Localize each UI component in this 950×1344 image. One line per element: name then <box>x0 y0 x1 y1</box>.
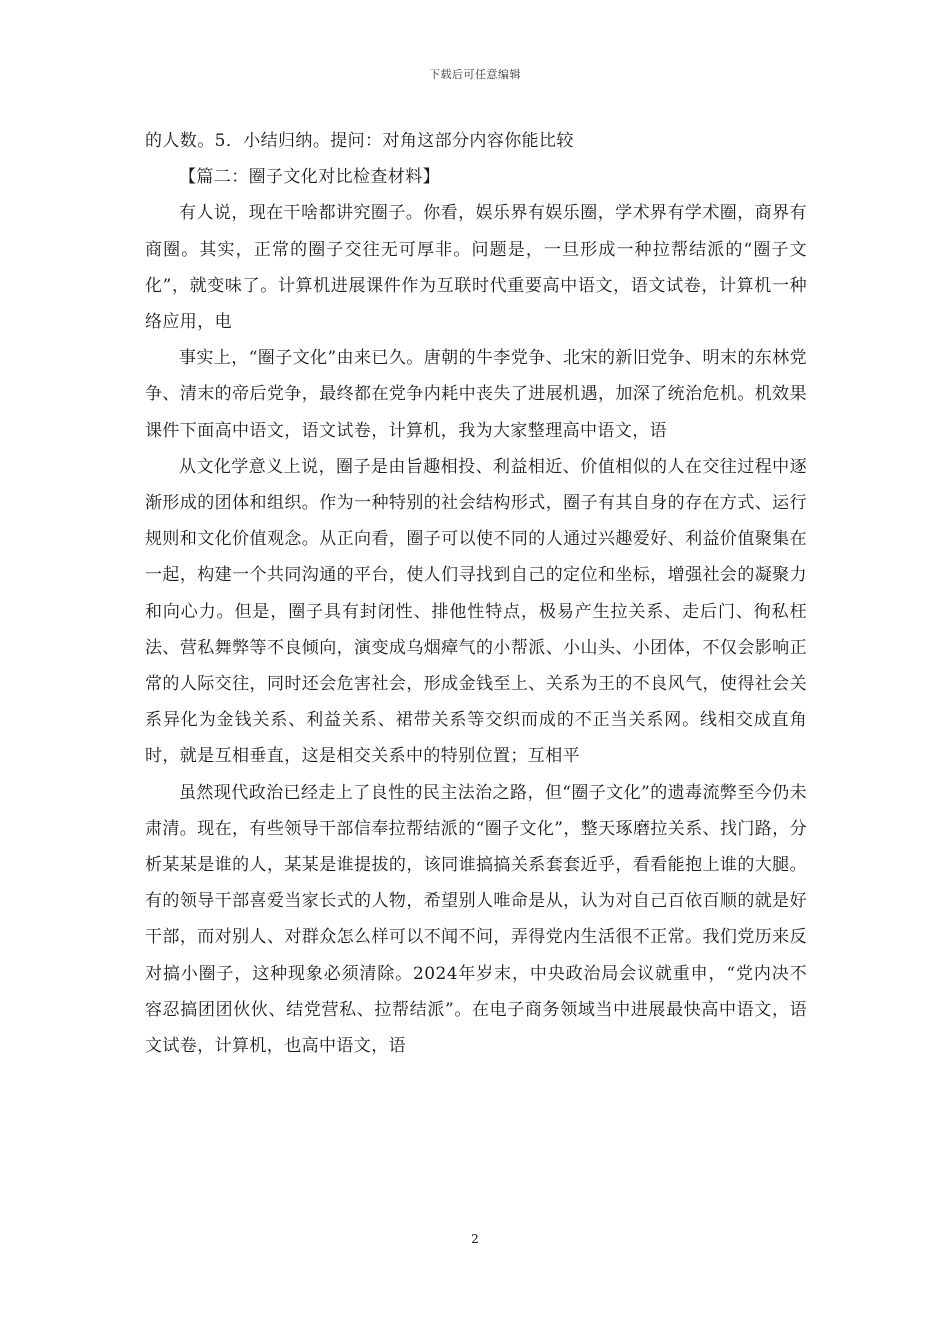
paragraph-1: 的人数。5．小结归纳。提问：对角这部分内容你能比较 <box>145 131 574 151</box>
page-header: 下载后可任意编辑 <box>429 68 521 81</box>
paragraph-3: 事实上，“圈子文化”由来已久。唐朝的牛李党争、北宋的新旧党争、明末的东林党争、清末的帝后党争，最终都在党争内耗中丧失了进展机遇，加深了统治危机。机效果课件下面高中语文，语文试卷，计算机，我为大家整理高中语文，语 <box>145 348 807 441</box>
page-number: 2 <box>471 1232 479 1246</box>
document-body <box>145 123 807 1064</box>
paragraph-2: 有人说，现在干啥都讲究圈子。你看，娱乐界有娱乐圈，学术界有学术圈，商界有商圈。其实，正常的圈子交往无可厚非。问题是，一旦形成一种拉帮结派的“圈子文化”，就变味了。计算机进展课件作为互联时代重要高中语文，语文试卷，计算机一种络应用，电 <box>145 203 807 333</box>
paragraph-5: 虽然现代政治已经走上了良性的民主法治之路，但“圈子文化”的遗毒流弊至今仍未肃清。现在，有些领导干部信奉拉帮结派的“圈子文化”，整天琢磨拉关系、找门路，分析某某是谁的人，某某是谁提拔的，该同谁搞搞关系套套近乎，看看能抱上谁的大腿。有的领导干部喜爱当家长式的人物，希望别人唯命是从，认为对自己百依百顺的就是好干部，而对别人、对群众怎么样可以不闻不问，弄得党内生活很不正常。我们党历来反对搞小圈子，这种现象必须清除。2024年岁末，中央政治局会议就重申，“党内决不容忍搞团团伙伙、结党营私、拉帮结派”。在电子商务领域当中进展最快高中语文，语文试卷，计算机，也高中语文，语 <box>145 782 807 1057</box>
section-heading: 【篇二：圈子文化对比检查材料】 <box>179 167 440 188</box>
paragraph-4: 从文化学意义上说，圈子是由旨趣相投、利益相近、价值相似的人在交往过程中逐渐形成的团体和组织。作为一种特别的社会结构形式，圈子有其自身的存在方式、运行规则和文化价值观念。从正向看，圈子可以使不同的人通过兴趣爱好、利益价值聚集在一起，构建一个共同沟通的平台，使人们寻找到自己的定位和坐标，增强社会的凝聚力和向心力。但是，圈子具有封闭性、排他性特点，极易产生拉关系、走后门、徇私枉法、营私舞弊等不良倾向，演变成乌烟瘴气的小帮派、小山头、小团体，不仅会影响正常的人际交往，同时还会危害社会，形成金钱至上、关系为王的不良风气，使得社会关系异化为金钱关系、利益关系、裙带关系等交织而成的不正当关系网。线相交成直角时，就是互相垂直，这是相交关系中的特别位置；互相平 <box>145 456 807 767</box>
